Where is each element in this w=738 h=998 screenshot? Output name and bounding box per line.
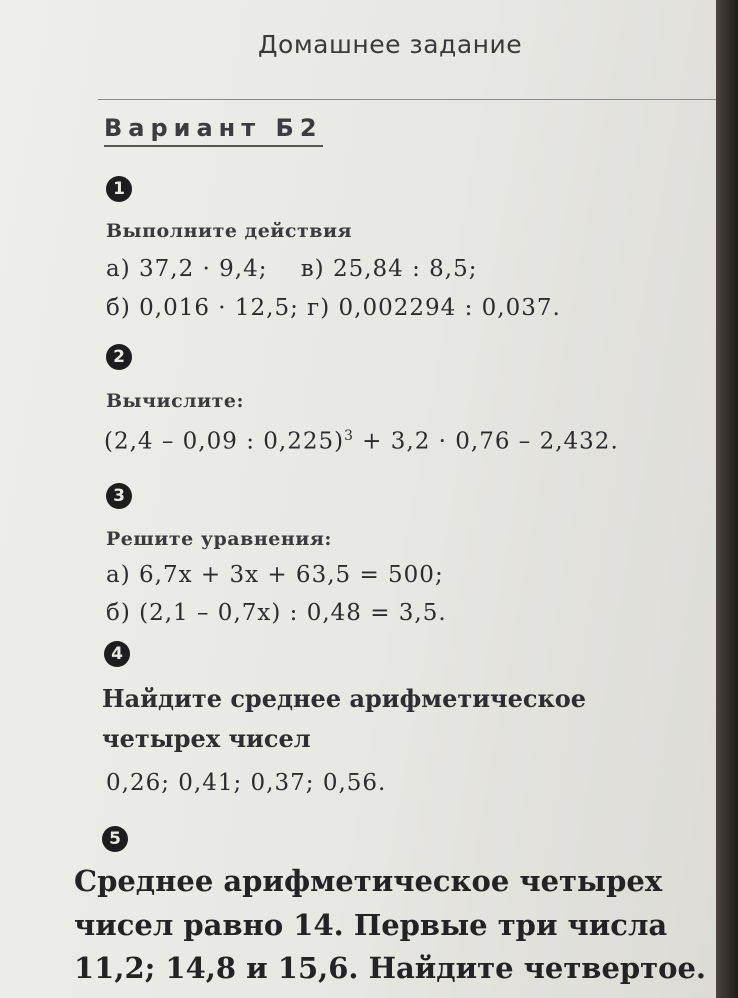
task-expression: б) (2,1 – 0,7x) : 0,48 = 3,5.: [106, 600, 447, 626]
expression-tail: + 3,2 · 0,76 – 2,432.: [353, 428, 619, 455]
header-divider: [98, 99, 724, 100]
task-text: чисел равно 14. Первые три числа: [74, 908, 668, 942]
task-instruction: Выполните действия: [106, 220, 353, 242]
task-number-badge: 3: [106, 483, 132, 509]
task-number-badge: 2: [106, 344, 132, 370]
task-number-badge: 5: [102, 826, 128, 852]
task-instruction: Найдите среднее арифметическое: [102, 684, 587, 713]
task-instruction: Вычислите:: [106, 390, 245, 412]
task-expression: б) 0,016 · 12,5; г) 0,002294 : 0,037.: [106, 295, 561, 321]
expression-power: 3: [344, 428, 354, 444]
task-expression: 0,26; 0,41; 0,37; 0,56.: [106, 770, 387, 796]
task-text: Среднее арифметическое четырех: [74, 864, 663, 898]
task-expression: а) 37,2 · 9,4; в) 25,84 : 8,5;: [106, 256, 478, 282]
background-edge: [716, 0, 738, 998]
task-text: 11,2; 14,8 и 15,6. Найдите четвертое.: [74, 951, 707, 985]
task-expression: [104, 428, 619, 455]
task-number-badge: 4: [104, 641, 130, 667]
task-expression: а) 6,7x + 3x + 63,5 = 500;: [106, 562, 444, 588]
task-instruction: Решите уравнения:: [106, 528, 332, 550]
page-title: Домашнее задание: [258, 30, 523, 59]
expression-base: (2,4 – 0,09 : 0,225): [104, 428, 345, 455]
variant-title: Вариант Б2: [104, 114, 323, 147]
task-number-badge: 1: [106, 176, 132, 202]
task-instruction: четырех чисел: [102, 724, 311, 753]
